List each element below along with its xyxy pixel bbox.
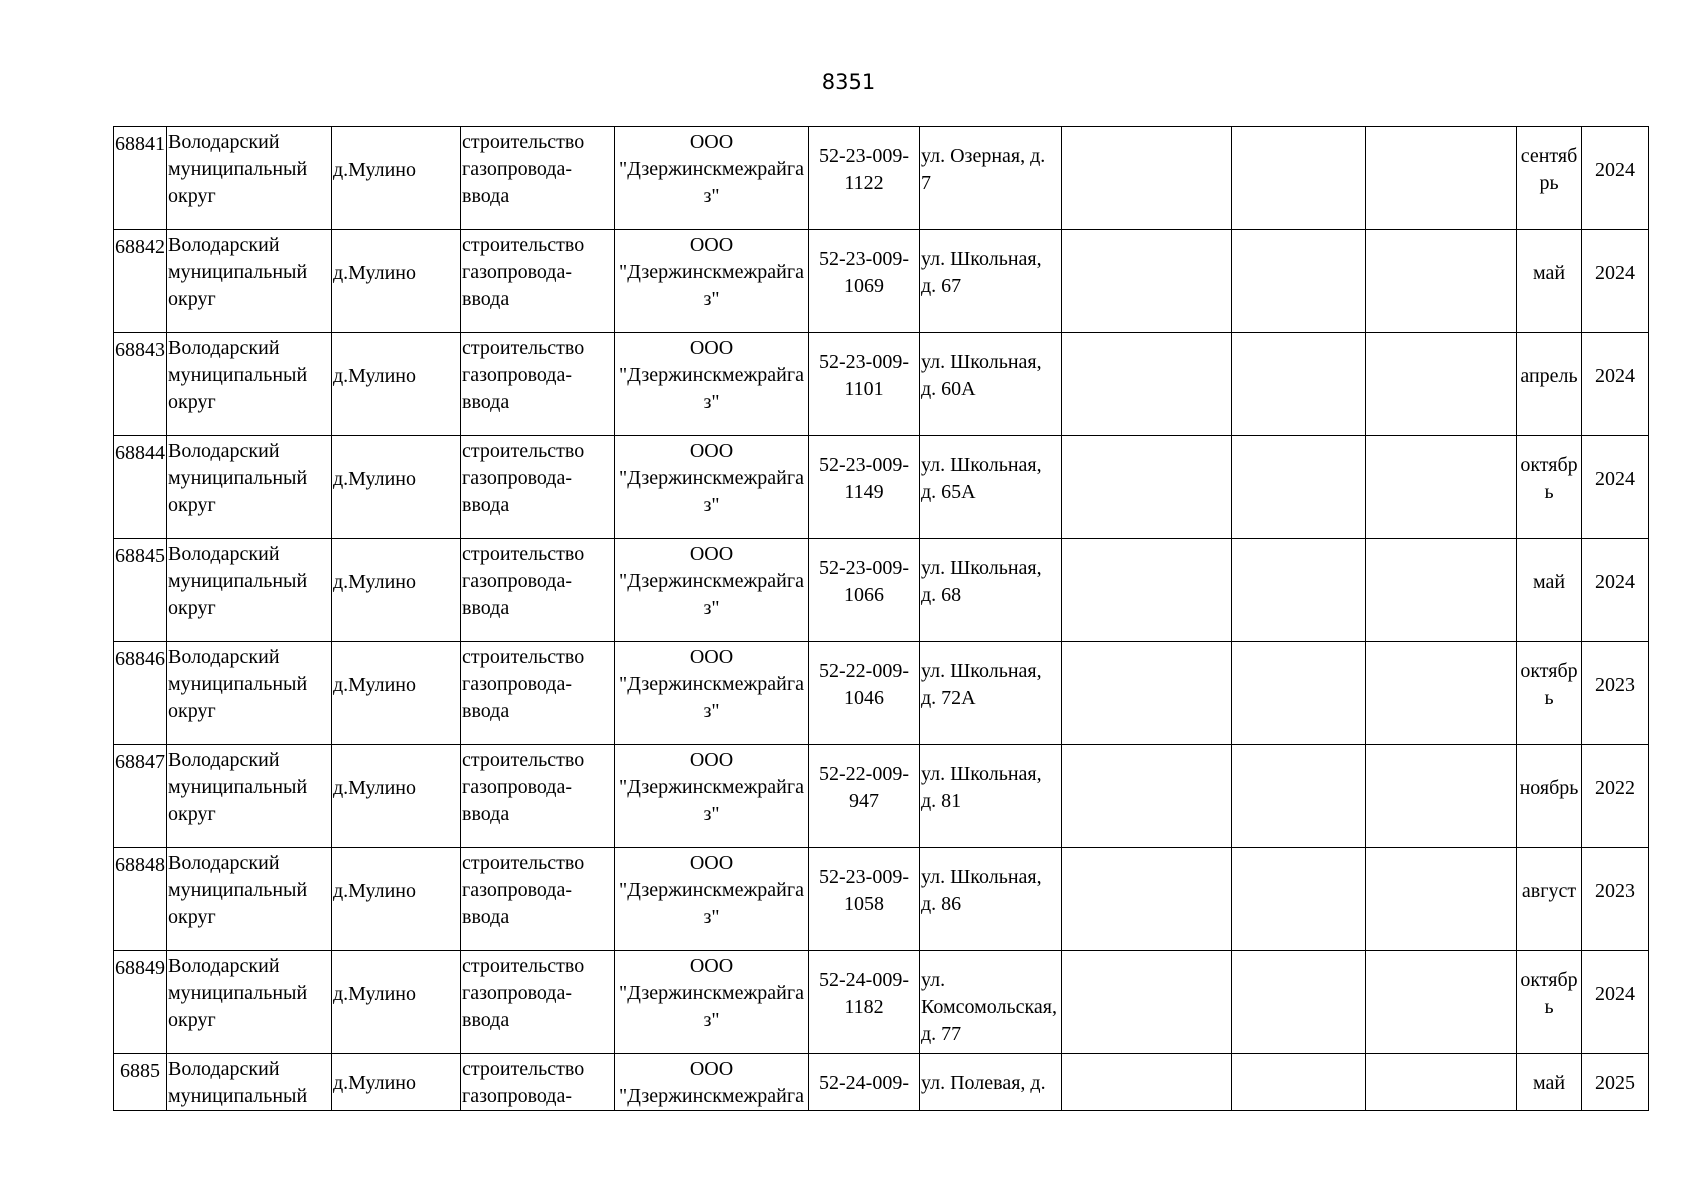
empty-cell xyxy=(1232,127,1366,230)
object-code-cell: 52-23-009-1066 xyxy=(809,539,920,642)
locality-cell: д.Мулино xyxy=(332,539,461,642)
work-type-cell: строительство газопровода-ввода xyxy=(461,539,615,642)
table-row xyxy=(114,1054,1649,1111)
object-code-cell: 52-24-009- xyxy=(809,1054,920,1111)
organization-cell: ООО "Дзержинскмежрайгаз" xyxy=(615,745,809,848)
address-cell: ул. Школьная, д. 60А xyxy=(920,333,1062,436)
work-type-cell: строительство газопровода-ввода xyxy=(461,642,615,745)
row-number-cell: 68848 xyxy=(114,848,167,951)
work-type-cell: строительство газопровода-ввода xyxy=(461,127,615,230)
work-type-cell: строительство газопровода-ввода xyxy=(461,745,615,848)
locality-cell: д.Мулино xyxy=(332,848,461,951)
empty-cell xyxy=(1232,539,1366,642)
month-cell: сентябрь xyxy=(1517,127,1582,230)
district-cell: Володарский муниципальный округ xyxy=(167,848,332,951)
address-cell: ул. Школьная, д. 81 xyxy=(920,745,1062,848)
empty-cell xyxy=(1062,642,1232,745)
empty-cell xyxy=(1062,127,1232,230)
table-row xyxy=(114,745,1649,848)
row-number-cell: 68842 xyxy=(114,230,167,333)
address-cell: ул. Комсомольская, д. 77 xyxy=(920,951,1062,1054)
address-cell: ул. Озерная, д. 7 xyxy=(920,127,1062,230)
month-cell: май xyxy=(1517,1054,1582,1111)
district-cell: Володарский муниципальный округ xyxy=(167,745,332,848)
locality-cell: д.Мулино xyxy=(332,642,461,745)
year-cell: 2024 xyxy=(1582,333,1649,436)
work-type-cell: строительство газопровода-ввода xyxy=(461,333,615,436)
empty-cell xyxy=(1366,333,1517,436)
year-cell: 2025 xyxy=(1582,1054,1649,1111)
organization-cell: ООО "Дзержинскмежрайгаз" xyxy=(615,848,809,951)
empty-cell xyxy=(1062,539,1232,642)
organization-cell: ООО "Дзержинскмежрайгаз" xyxy=(615,333,809,436)
object-code-cell: 52-24-009-1182 xyxy=(809,951,920,1054)
district-cell: Володарский муниципальный xyxy=(167,1054,332,1111)
organization-cell: ООО "Дзержинскмежрайгаз" xyxy=(615,230,809,333)
address-cell: ул. Школьная, д. 68 xyxy=(920,539,1062,642)
locality-cell: д.Мулино xyxy=(332,230,461,333)
empty-cell xyxy=(1366,1054,1517,1111)
empty-cell xyxy=(1366,230,1517,333)
month-cell: октябрь xyxy=(1517,951,1582,1054)
work-type-cell: строительство газопровода- xyxy=(461,1054,615,1111)
year-cell: 2024 xyxy=(1582,951,1649,1054)
empty-cell xyxy=(1062,951,1232,1054)
table-row xyxy=(114,230,1649,333)
organization-cell: ООО "Дзержинскмежрайгаз" xyxy=(615,127,809,230)
year-cell: 2024 xyxy=(1582,127,1649,230)
empty-cell xyxy=(1232,333,1366,436)
work-type-cell: строительство газопровода-ввода xyxy=(461,848,615,951)
empty-cell xyxy=(1062,333,1232,436)
empty-cell xyxy=(1366,745,1517,848)
locality-cell: д.Мулино xyxy=(332,333,461,436)
row-number-cell: 68841 xyxy=(114,127,167,230)
table-row xyxy=(114,436,1649,539)
locality-cell: д.Мулино xyxy=(332,127,461,230)
district-cell: Володарский муниципальный округ xyxy=(167,127,332,230)
empty-cell xyxy=(1062,1054,1232,1111)
month-cell: октябрь xyxy=(1517,642,1582,745)
object-code-cell: 52-23-009-1149 xyxy=(809,436,920,539)
work-type-cell: строительство газопровода-ввода xyxy=(461,951,615,1054)
address-cell: ул. Полевая, д. xyxy=(920,1054,1062,1111)
year-cell: 2024 xyxy=(1582,230,1649,333)
row-number-cell: 68845 xyxy=(114,539,167,642)
register-table xyxy=(113,126,1649,1111)
row-number-cell: 6885 xyxy=(114,1054,167,1111)
object-code-cell: 52-23-009-1101 xyxy=(809,333,920,436)
empty-cell xyxy=(1232,951,1366,1054)
empty-cell xyxy=(1062,745,1232,848)
locality-cell: д.Мулино xyxy=(332,745,461,848)
locality-cell: д.Мулино xyxy=(332,1054,461,1111)
organization-cell: ООО "Дзержинскмежрайгаз" xyxy=(615,436,809,539)
table-row xyxy=(114,848,1649,951)
year-cell: 2024 xyxy=(1582,436,1649,539)
table-row xyxy=(114,539,1649,642)
organization-cell: ООО "Дзержинскмежрайгаз" xyxy=(615,539,809,642)
empty-cell xyxy=(1232,745,1366,848)
table-row xyxy=(114,951,1649,1054)
row-number-cell: 68849 xyxy=(114,951,167,1054)
address-cell: ул. Школьная, д. 86 xyxy=(920,848,1062,951)
empty-cell xyxy=(1366,951,1517,1054)
empty-cell xyxy=(1232,436,1366,539)
empty-cell xyxy=(1062,230,1232,333)
month-cell: май xyxy=(1517,230,1582,333)
district-cell: Володарский муниципальный округ xyxy=(167,642,332,745)
organization-cell: ООО "Дзержинскмежрайгаз" xyxy=(615,642,809,745)
empty-cell xyxy=(1232,642,1366,745)
empty-cell xyxy=(1062,848,1232,951)
empty-cell xyxy=(1062,436,1232,539)
object-code-cell: 52-23-009-1058 xyxy=(809,848,920,951)
row-number-cell: 68844 xyxy=(114,436,167,539)
year-cell: 2023 xyxy=(1582,848,1649,951)
table-row xyxy=(114,642,1649,745)
district-cell: Володарский муниципальный округ xyxy=(167,951,332,1054)
address-cell: ул. Школьная, д. 67 xyxy=(920,230,1062,333)
month-cell: август xyxy=(1517,848,1582,951)
empty-cell xyxy=(1366,642,1517,745)
work-type-cell: строительство газопровода-ввода xyxy=(461,436,615,539)
empty-cell xyxy=(1232,1054,1366,1111)
empty-cell xyxy=(1366,848,1517,951)
empty-cell xyxy=(1232,230,1366,333)
table-row xyxy=(114,333,1649,436)
empty-cell xyxy=(1232,848,1366,951)
row-number-cell: 68846 xyxy=(114,642,167,745)
district-cell: Володарский муниципальный округ xyxy=(167,230,332,333)
row-number-cell: 68847 xyxy=(114,745,167,848)
table-row xyxy=(114,127,1649,230)
row-number-cell: 68843 xyxy=(114,333,167,436)
district-cell: Володарский муниципальный округ xyxy=(167,436,332,539)
work-type-cell: строительство газопровода-ввода xyxy=(461,230,615,333)
address-cell: ул. Школьная, д. 65А xyxy=(920,436,1062,539)
address-cell: ул. Школьная, д. 72А xyxy=(920,642,1062,745)
month-cell: апрель xyxy=(1517,333,1582,436)
district-cell: Володарский муниципальный округ xyxy=(167,333,332,436)
month-cell: май xyxy=(1517,539,1582,642)
year-cell: 2022 xyxy=(1582,745,1649,848)
year-cell: 2024 xyxy=(1582,539,1649,642)
locality-cell: д.Мулино xyxy=(332,951,461,1054)
object-code-cell: 52-22-009-1046 xyxy=(809,642,920,745)
organization-cell: ООО "Дзержинскмежрайга xyxy=(615,1054,809,1111)
organization-cell: ООО "Дзержинскмежрайгаз" xyxy=(615,951,809,1054)
object-code-cell: 52-22-009-947 xyxy=(809,745,920,848)
object-code-cell: 52-23-009-1069 xyxy=(809,230,920,333)
empty-cell xyxy=(1366,127,1517,230)
empty-cell xyxy=(1366,539,1517,642)
empty-cell xyxy=(1366,436,1517,539)
district-cell: Володарский муниципальный округ xyxy=(167,539,332,642)
table-body xyxy=(114,127,1649,1111)
year-cell: 2023 xyxy=(1582,642,1649,745)
object-code-cell: 52-23-009-1122 xyxy=(809,127,920,230)
month-cell: ноябрь xyxy=(1517,745,1582,848)
page-number: 8351 xyxy=(821,70,876,94)
locality-cell: д.Мулино xyxy=(332,436,461,539)
month-cell: октябрь xyxy=(1517,436,1582,539)
